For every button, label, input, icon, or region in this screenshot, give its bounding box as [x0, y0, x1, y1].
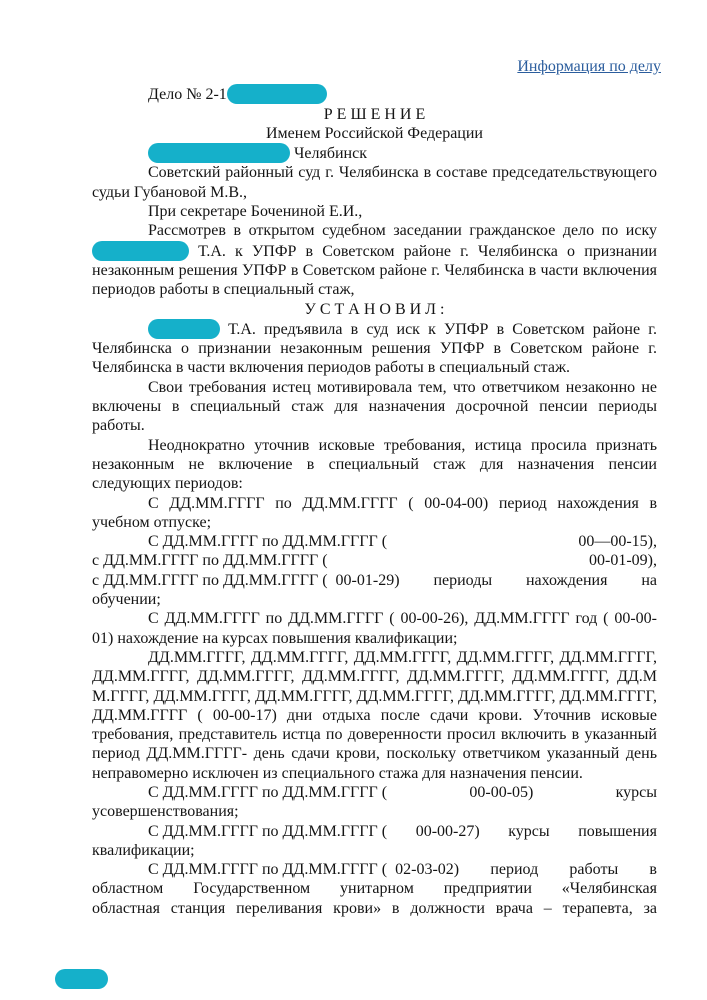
- secretary-paragraph: [92, 202, 657, 221]
- period-qualification-courses-2: [92, 822, 657, 841]
- text-segment: унитарном: [340, 880, 414, 898]
- text-segment: Рассмотрев в открытом судебном заседании гражданское дело по иску: [148, 222, 657, 240]
- document-body: [0, 80, 707, 918]
- period-improvement-courses-cont: [92, 802, 657, 821]
- case-info-link[interactable]: Информация по делу: [517, 58, 661, 75]
- text-segment: усовершенствования;: [92, 803, 239, 821]
- period-line-2: [92, 551, 657, 570]
- text-segment: квалификации;: [92, 841, 195, 859]
- text-segment: 00-00-27): [415, 822, 480, 840]
- text-segment: периоды: [433, 571, 493, 589]
- text-segment: областном: [92, 880, 164, 898]
- period-line-3: [92, 571, 657, 590]
- claim-paragraph: [92, 319, 657, 378]
- text-segment: курсы: [615, 783, 657, 801]
- period-work-blood-station-line-2: [92, 879, 657, 898]
- text-segment: Советский районный суд г. Челябинска в составе председательствующего судьи Губановой М.В.,: [92, 164, 657, 201]
- text-segment: работы: [569, 861, 619, 879]
- text-segment: период: [490, 861, 539, 879]
- text-segment: областная станция переливания крови» в должности врача – терапевта, за: [92, 899, 657, 917]
- redaction-blob: [148, 143, 290, 163]
- claim-grounds-paragraph: [92, 378, 657, 436]
- text-segment: обучении;: [92, 591, 161, 609]
- text-segment: предприятии: [443, 880, 532, 898]
- court-composition-paragraph: [92, 163, 657, 202]
- page-header: [0, 0, 707, 80]
- ustanovil-heading: [92, 300, 657, 319]
- text-segment: С ДД.ММ.ГГГГ по ДД.ММ.ГГГГ ( 00-00-26), ДД.ММ.ГГГГ год ( 00-00-01) нахождение на курсах повышения квалификации;: [92, 610, 657, 647]
- text-segment: Р Е Ш Е Н И Е: [323, 105, 426, 123]
- text-segment: С ДД.ММ.ГГГГ по ДД.ММ.ГГГГ (: [148, 533, 388, 551]
- text-segment: на: [641, 571, 657, 589]
- text-segment: Государственном: [193, 880, 311, 898]
- text-segment: ДД.ММ.ГГГГ, ДД.ММ.ГГГГ, ДД.ММ.ГГГГ, ДД.ММ.ГГГГ, ДД.ММ.ГГГГ, ДД.ММ.ГГГГ, ДД.ММ.ГГГГ, ДД.ММ.ГГГГ, ДД.ММ.ГГГГ, ДД.ММ.ГГГГ, ДД.ММ.ГГГГ, ДД.ММ.ГГГГ, ДД.ММ.ГГГГ, ДД.ММ.ГГГГ, ДД.ММ.ГГГГ, ДД.ММ.ГГГГ, ДД.ММ.ГГГГ: [92, 648, 657, 724]
- text-segment: в: [649, 861, 657, 879]
- redaction-blob: [92, 241, 189, 261]
- text-segment: С ДД.ММ.ГГГГ по ДД.ММ.ГГГГ ( 00-04-00) период нахождения в учебном отпуске;: [92, 494, 657, 531]
- redaction-blob-bottom: [55, 969, 108, 989]
- period-work-blood-station-line-1: [92, 860, 657, 879]
- text-segment: Именем Российской Федерации: [266, 124, 483, 142]
- blood-donation-days-paragraph: [92, 648, 657, 783]
- clarified-claims-paragraph: [92, 436, 657, 494]
- text-segment: 00-01-09),: [589, 552, 657, 570]
- redaction-blob: [148, 319, 220, 339]
- text-segment: Дело № 2-1: [148, 86, 227, 104]
- text-segment: Т.А. предъявила в суд иск к УПФР в Советском районе г. Челябинска о признании незаконным решения УПФР в Советском районе г. Челябинска в части включения периодов работы в специальный стаж.: [92, 320, 657, 377]
- period-qualification-courses: [92, 609, 657, 648]
- text-segment: курсы: [508, 822, 550, 840]
- text-segment: Челябинск: [290, 145, 367, 163]
- text-segment: 00-00-05): [469, 783, 534, 801]
- city-line: [92, 143, 657, 163]
- text-segment: с ДД.ММ.ГГГГ по ДД.ММ.ГГГГ (: [92, 552, 328, 570]
- decision-subtitle: [92, 124, 657, 143]
- text-segment: ( 00-00-17) дни отдыха после сдачи крови. Уточнив исковые требования, представитель истца по доверенности просил включить в указанный период ДД.ММ.ГГГГ- день сдачи крови, поскольку ответчиком указанный день неправомерно исключен из специального стажа для назначения пенсии.: [92, 706, 657, 782]
- case-number-line: [92, 84, 657, 104]
- decision-title: [92, 105, 657, 124]
- text-segment: нахождения: [525, 571, 608, 589]
- text-segment: «Челябинская: [561, 880, 657, 898]
- text-segment: С ДД.ММ.ГГГГ по ДД.ММ.ГГГГ (: [148, 783, 388, 801]
- period-line-1: [92, 532, 657, 551]
- text-segment: При секретаре Бочениной Е.И.,: [148, 203, 363, 221]
- period-qualification-courses-2-cont: [92, 841, 657, 860]
- text-segment: С ДД.ММ.ГГГГ по ДД.ММ.ГГГГ ( 02-03-02): [148, 861, 460, 879]
- text-segment: повышения: [578, 822, 657, 840]
- case-review-paragraph: [92, 221, 657, 299]
- text-segment: с ДД.ММ.ГГГГ по ДД.ММ.ГГГГ ( 00-01-29): [92, 571, 400, 589]
- text-segment: Неоднократно уточнив исковые требования, истица просила признать незаконным не включение в специальный стаж для назначения пенсии следующих периодов:: [92, 436, 657, 493]
- period-line-3-cont: [92, 590, 657, 609]
- period-study-leave: [92, 494, 657, 533]
- text-segment: Свои требования истец мотивировала тем, что ответчиком незаконно не включены в специальный стаж для назначения досрочной пенсии периоды работы.: [92, 378, 657, 435]
- text-segment: С ДД.ММ.ГГГГ по ДД.ММ.ГГГГ (: [148, 822, 388, 840]
- text-segment: 00—00-15),: [578, 533, 657, 551]
- redaction-blob: [227, 84, 327, 104]
- period-improvement-courses: [92, 783, 657, 802]
- text-segment: Т.А. к УПФР в Советском районе г. Челябинска о признании незаконным решения УПФР в Советском районе г. Челябинска в части включения периодов работы в специальный стаж,: [92, 242, 657, 299]
- period-work-blood-station-line-3: [92, 899, 657, 918]
- text-segment: У С Т А Н О В И Л :: [304, 300, 445, 318]
